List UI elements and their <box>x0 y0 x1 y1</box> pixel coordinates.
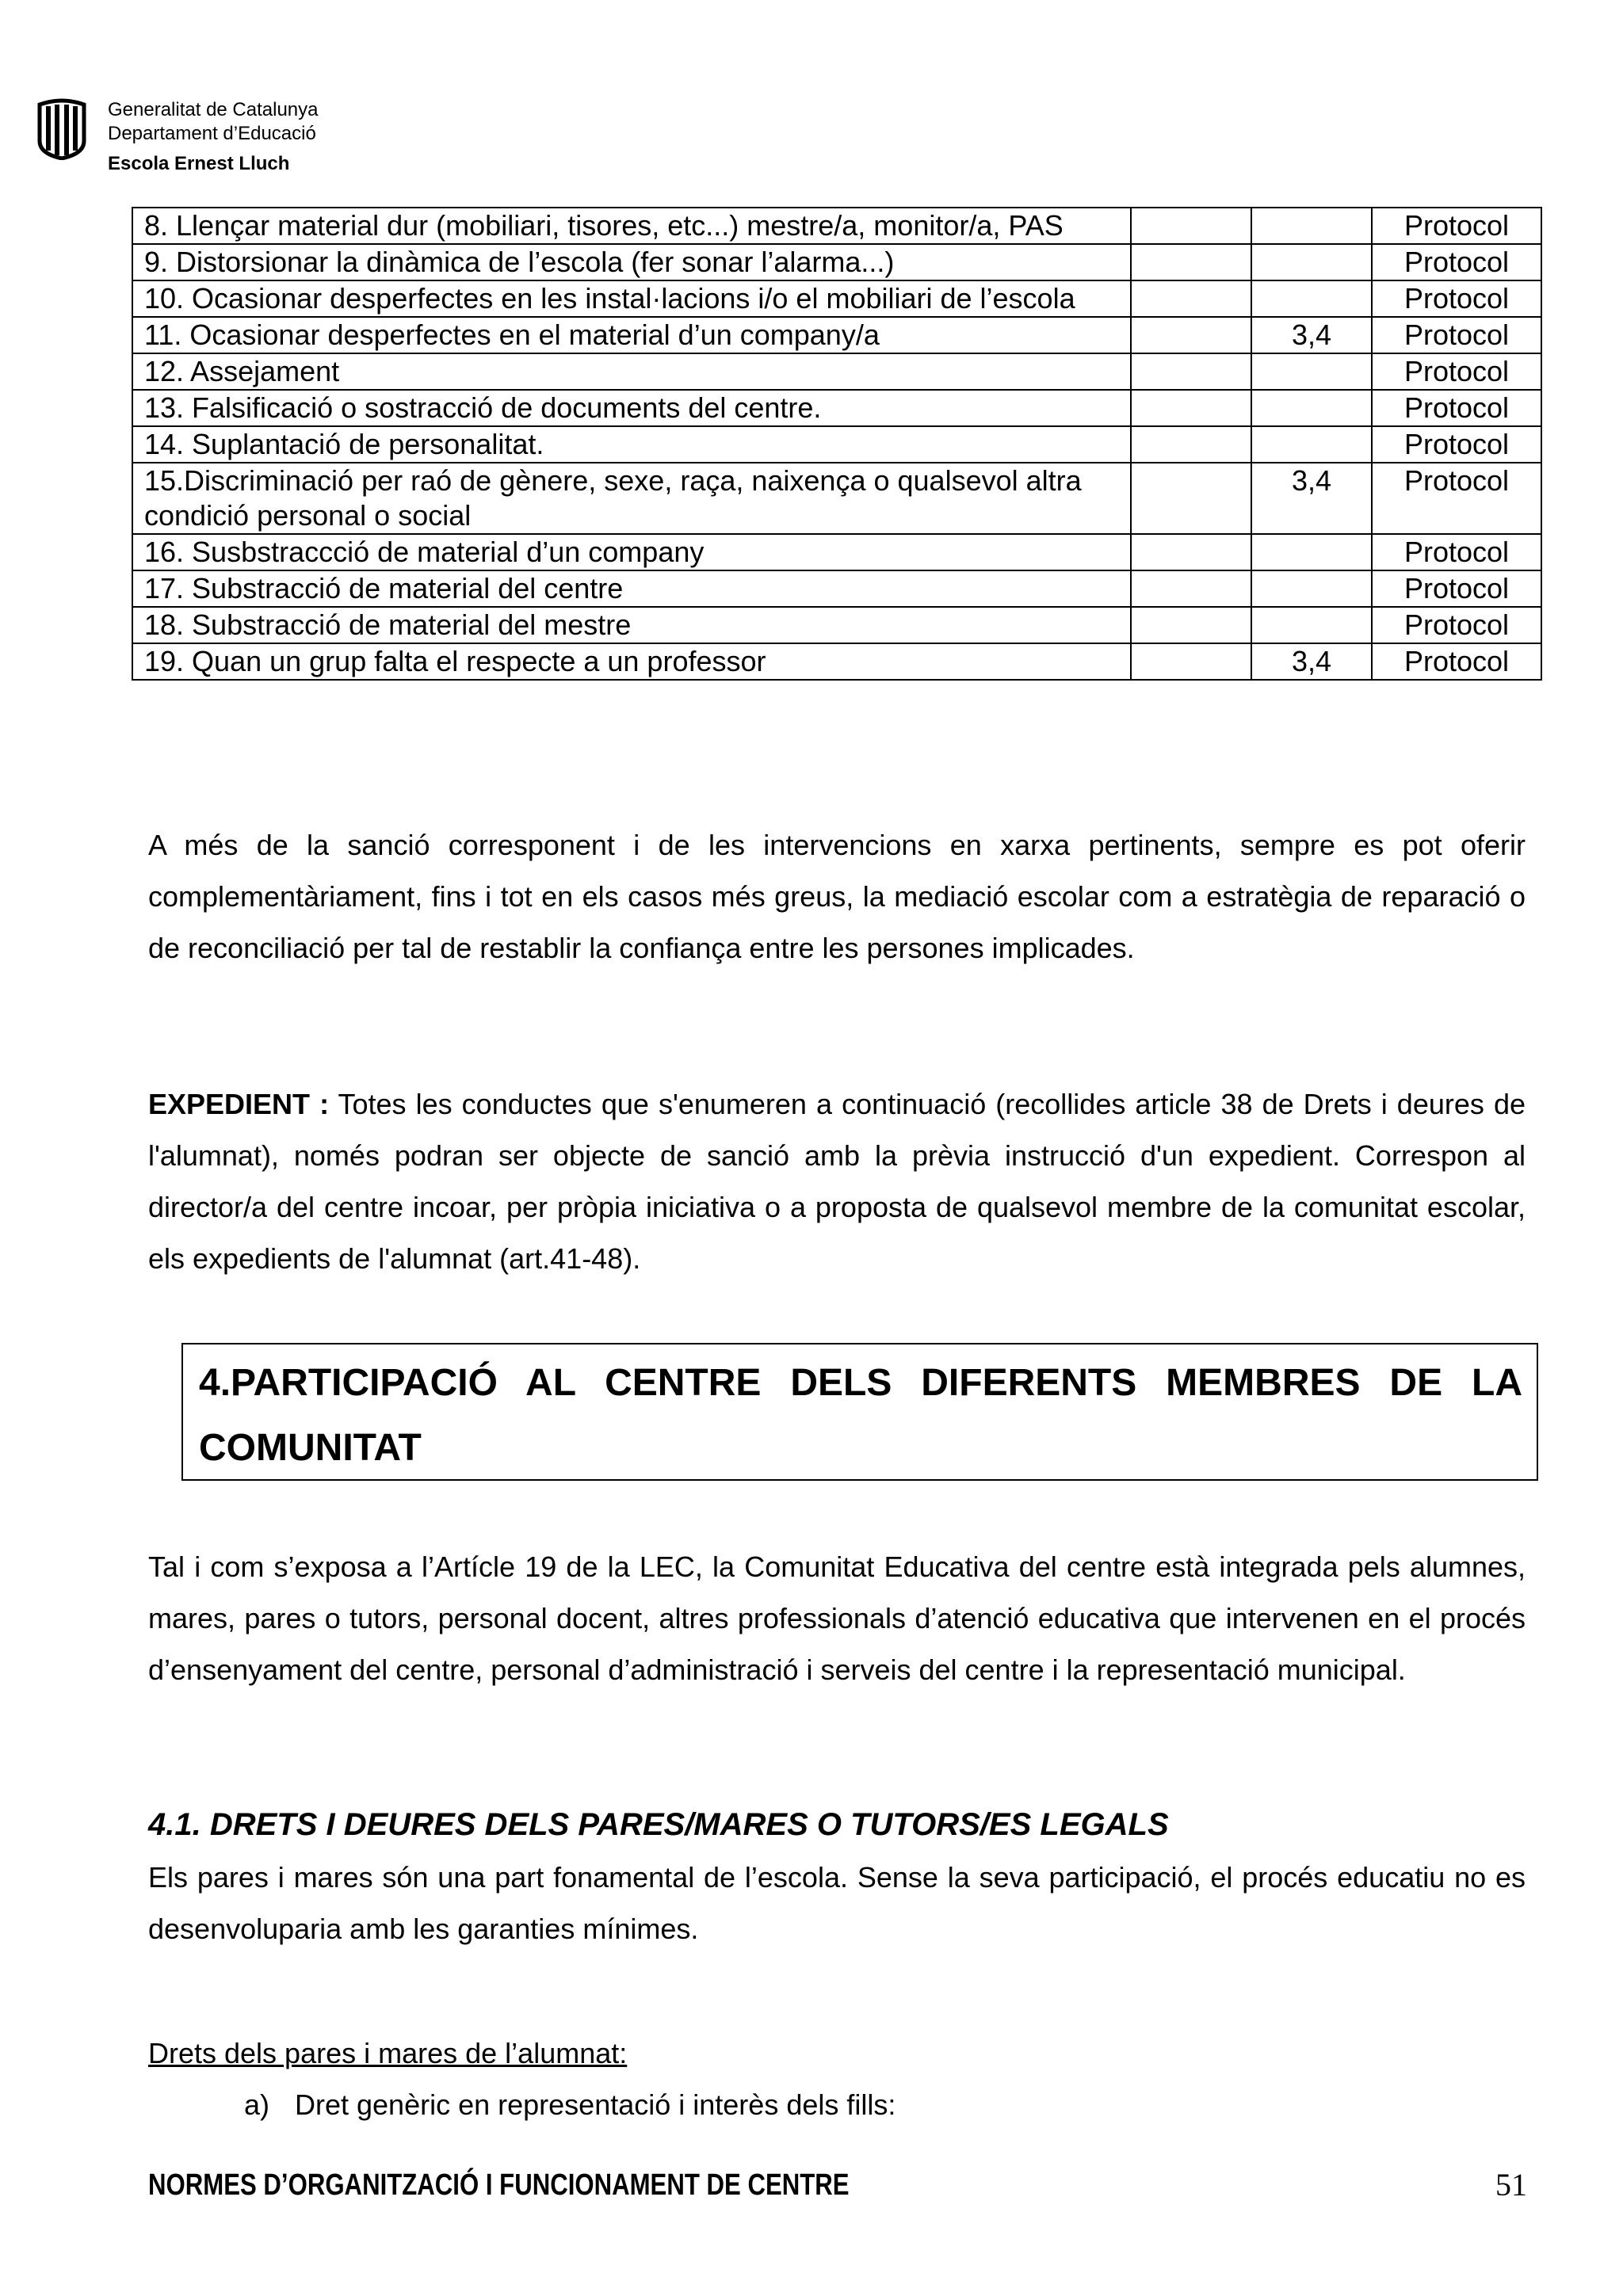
conduct-description-cell: 8. Llençar material dur (mobiliari, tisores, etc...) mestre/a, monitor/a, PAS <box>132 208 1131 244</box>
empty-cell <box>1131 643 1251 680</box>
grade-cell <box>1251 534 1372 570</box>
section-heading-box: 4.PARTICIPACIÓ AL CENTRE DELS DIFERENTS MEMBRES DE LA COMUNITAT <box>181 1343 1538 1481</box>
mediation-paragraph: A més de la sanció corresponent i de les intervencions en xarxa pertinents, sempre es pot oferir complementàriament, fins i tot en els casos més greus, la mediació escolar com a estratègia de reparació o de reconciliació per tal de restablir la confiança entre les persones implicades. <box>148 829 1526 964</box>
grade-cell: 3,4 <box>1251 317 1372 353</box>
empty-cell <box>1131 426 1251 463</box>
empty-cell <box>1131 390 1251 426</box>
conduct-description-cell: 18. Substracció de material del mestre <box>132 607 1131 643</box>
table-row <box>132 643 1541 680</box>
parents-paragraph: Els pares i mares són una part fonamental de l’escola. Sense la seva participació, el procés educatiu no es desenvoluparia amb les garanties mínimes. <box>148 1861 1526 1945</box>
table-row <box>132 570 1541 607</box>
conduct-description-cell: 17. Substracció de material del centre <box>132 570 1131 607</box>
table-row <box>132 426 1541 463</box>
community-paragraph: Tal i com s’exposa a l’Artícle 19 de la LEC, la Comunitat Educativa del centre està integrada pels alumnes, mares, pares o tutors, personal docent, altres professionals d’atenció educativa que intervenen en el procés d’ensenyament del centre, personal d’administració i serveis del centre i la representació municipal. <box>148 1550 1526 1686</box>
protocol-cell: Protocol <box>1372 607 1541 643</box>
table-row <box>132 534 1541 570</box>
protocol-cell: Protocol <box>1372 317 1541 353</box>
grade-cell <box>1251 280 1372 317</box>
conduct-description-cell: 13. Falsificació o sostracció de documents del centre. <box>132 390 1131 426</box>
grade-cell <box>1251 208 1372 244</box>
empty-cell <box>1131 463 1251 534</box>
empty-cell <box>1131 607 1251 643</box>
grade-cell <box>1251 353 1372 390</box>
grade-cell <box>1251 570 1372 607</box>
conduct-description-cell: 16. Susbstraccció de material d’un company <box>132 534 1131 570</box>
list-marker: a) <box>244 2088 270 2121</box>
empty-cell <box>1131 317 1251 353</box>
table-row <box>132 244 1541 280</box>
table-row <box>132 463 1541 534</box>
empty-cell <box>1131 570 1251 607</box>
conduct-description-cell: 15.Discriminació per raó de gènere, sexe, raça, naixença o qualsevol altra condició personal o social <box>132 463 1131 534</box>
protocol-cell: Protocol <box>1372 280 1541 317</box>
empty-cell <box>1131 244 1251 280</box>
table-row <box>132 280 1541 317</box>
expedient-text: Totes les conductes que s'enumeren a continuació (recollides article 38 de Drets i deures de l'alumnat), només podran ser objecte de sanció amb la prèvia instrucció d'un expedient. Correspon al director/a del centre incoar, per pròpia iniciativa o a proposta de qualsevol membre de la comunitat escolar, els expedients de l'alumnat (art.41-48). <box>148 1088 1526 1275</box>
grade-cell <box>1251 390 1372 426</box>
empty-cell <box>1131 280 1251 317</box>
list-item-text: Dret genèric en representació i interès dels fills: <box>295 2088 896 2121</box>
protocol-cell: Protocol <box>1372 390 1541 426</box>
protocol-cell: Protocol <box>1372 570 1541 607</box>
table-row <box>132 208 1541 244</box>
protocol-cell: Protocol <box>1372 208 1541 244</box>
empty-cell <box>1131 353 1251 390</box>
header-org-name: Generalitat de Catalunya <box>108 99 319 120</box>
conduct-description-cell: 10. Ocasionar desperfectes en les instal·lacions i/o el mobiliari de l’escola <box>132 280 1131 317</box>
conduct-description-cell: 9. Distorsionar la dinàmica de l’escola (fer sonar l’alarma...) <box>132 244 1131 280</box>
expedient-label: EXPEDIENT : <box>148 1088 330 1120</box>
header-school-name: Escola Ernest Lluch <box>108 153 290 174</box>
grade-cell <box>1251 607 1372 643</box>
protocol-cell: Protocol <box>1372 353 1541 390</box>
empty-cell <box>1131 208 1251 244</box>
table-row <box>132 317 1541 353</box>
subsection-heading: 4.1. DRETS I DEURES DELS PARES/MARES O TUTORS/ES LEGALS <box>148 1807 1169 1842</box>
page-number: 51 <box>1495 2167 1527 2203</box>
table-row <box>132 607 1541 643</box>
grade-cell: 3,4 <box>1251 463 1372 534</box>
protocol-cell: Protocol <box>1372 643 1541 680</box>
conduct-description-cell: 11. Ocasionar desperfectes en el material d’un company/a <box>132 317 1131 353</box>
table-row <box>132 390 1541 426</box>
protocol-cell: Protocol <box>1372 244 1541 280</box>
protocol-cell: Protocol <box>1372 534 1541 570</box>
conduct-table <box>132 207 1542 681</box>
empty-cell <box>1131 534 1251 570</box>
table-row <box>132 353 1541 390</box>
conduct-description-cell: 12. Assejament <box>132 353 1131 390</box>
grade-cell <box>1251 244 1372 280</box>
rights-title: Drets dels pares i mares de l’alumnat: <box>148 2037 628 2069</box>
footer-title: NORMES D’ORGANITZACIÓ I FUNCIONAMENT DE CENTRE <box>148 2168 850 2202</box>
generalitat-four-bars-icon <box>35 98 89 160</box>
expedient-paragraph <box>148 1078 1526 1284</box>
rights-list-item <box>244 2085 896 2125</box>
conduct-description-cell: 19. Quan un grup falta el respecte a un professor <box>132 643 1131 680</box>
conduct-description-cell: 14. Suplantació de personalitat. <box>132 426 1131 463</box>
grade-cell <box>1251 426 1372 463</box>
protocol-cell: Protocol <box>1372 463 1541 534</box>
header-department: Departament d’Educació <box>108 123 316 144</box>
grade-cell: 3,4 <box>1251 643 1372 680</box>
protocol-cell: Protocol <box>1372 426 1541 463</box>
